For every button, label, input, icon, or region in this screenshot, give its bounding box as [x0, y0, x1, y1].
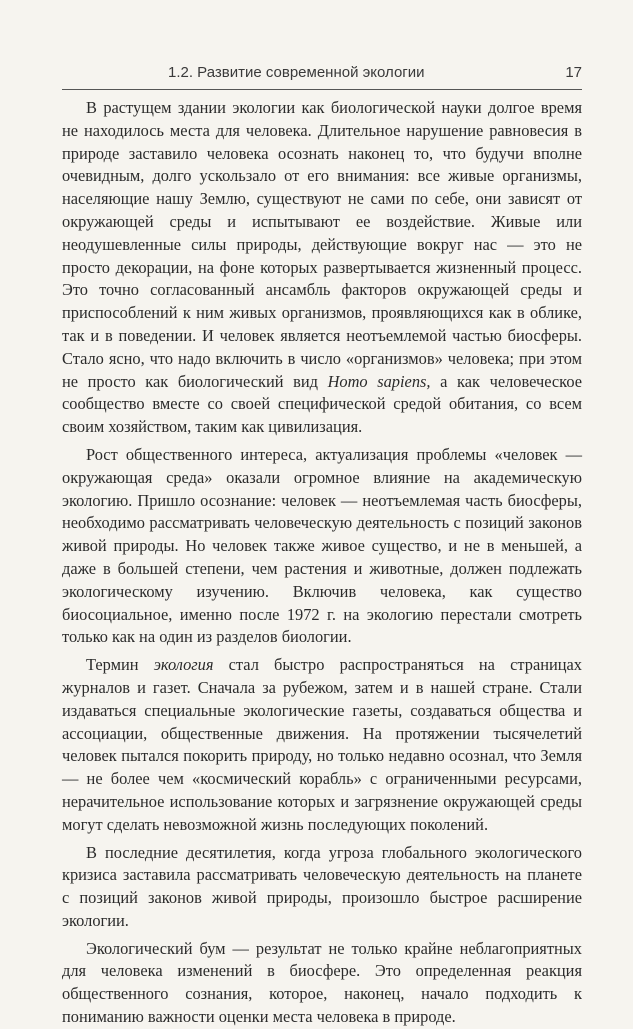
paragraph — [62, 444, 582, 649]
paragraph — [62, 97, 582, 439]
species-name: Homo sapiens, — [327, 371, 431, 391]
text-run: стал быстро распространяться на страницах журналов и газет. Сначала за рубежом, затем и в нашей стране. Стали издаваться специальные экологические газеты, создаваться общества и ассоциации, общественные движения. На протяжении тысячелетий человек пытался покорить природу, но только недавно осознал, что Земля — не более чем «космический корабль» с ограниченными ресурсами, нерачительное использование которых и загрязнение окружающей среды могут сделать невозможной жизнь последующих поколений. — [62, 655, 583, 834]
page-number: 17 — [565, 64, 582, 81]
paragraph — [62, 842, 582, 933]
body-text — [62, 97, 582, 1029]
term-emphasis: экология — [153, 655, 214, 675]
text-run: Экологический бум — результат не только крайне неблагоприятных для человека изменений в биосфере. Это определенная реакция общественного сознания, которое, наконец, начало подходить к пониманию важности оценки места человека в природе. — [62, 938, 582, 1027]
text-run: В растущем здании экологии как биологической науки долгое время не находилось места для человека. Длительное нарушение равновесия в природе заставило человека осознать наконец то, что будучи вполне очевидным, долго ускользало от его внимания: все живые организмы, населяющие нашу Землю, существуют не сами по себе, они зависят от окружающей среды и испытывают ее воздействие. Живые или неодушевленные силы природы, действующие вокруг нас — это не просто декорации, на фоне которых развертывается жизненный процесс. Это точно согласованный ансамбль факторов окружающей среды и приспособлений к ним живых организмов, проявляющихся как в облике, так и в поведении. И человек является неотъемлемой частью биосферы. Стало ясно, что надо включить в число «организмов» человека; при этом не просто как биологический вид — [62, 98, 582, 391]
paragraph — [62, 938, 582, 1029]
paragraph — [62, 654, 582, 836]
header-rule — [62, 89, 582, 90]
text-run: В последние десятилетия, когда угроза глобального экологического кризиса заставила рассматривать человеческую деятельность на планете с позиций законов живой природы, произошло быстрое расширение экологии. — [62, 842, 582, 930]
section-title: 1.2. Развитие современной экологии — [168, 64, 425, 81]
text-run: Термин — [86, 655, 154, 675]
text-run: Рост общественного интереса, актуализация проблемы «человек — окружающая среда» оказали огромное влияние на академическую экологию. Пришло осознание: человек — неотъемлемая часть биосферы, необходимо рассматривать человеческую деятельность с позиций законов живой природы. Но человек также живое существо, и не в меньшей, а даже в большей степени, чем растения и животные, должен подлежать экологическому изучению. Включив человека, как существо биосоциальное, именно после 1972 г. на экологию перестали смотреть только как на один из разделов биологии. — [62, 444, 582, 647]
text-run: а как человеческое сообщество вместе со своей специфической средой обитания, со всем своим хозяйством, таким как цивилизация. — [62, 371, 582, 437]
